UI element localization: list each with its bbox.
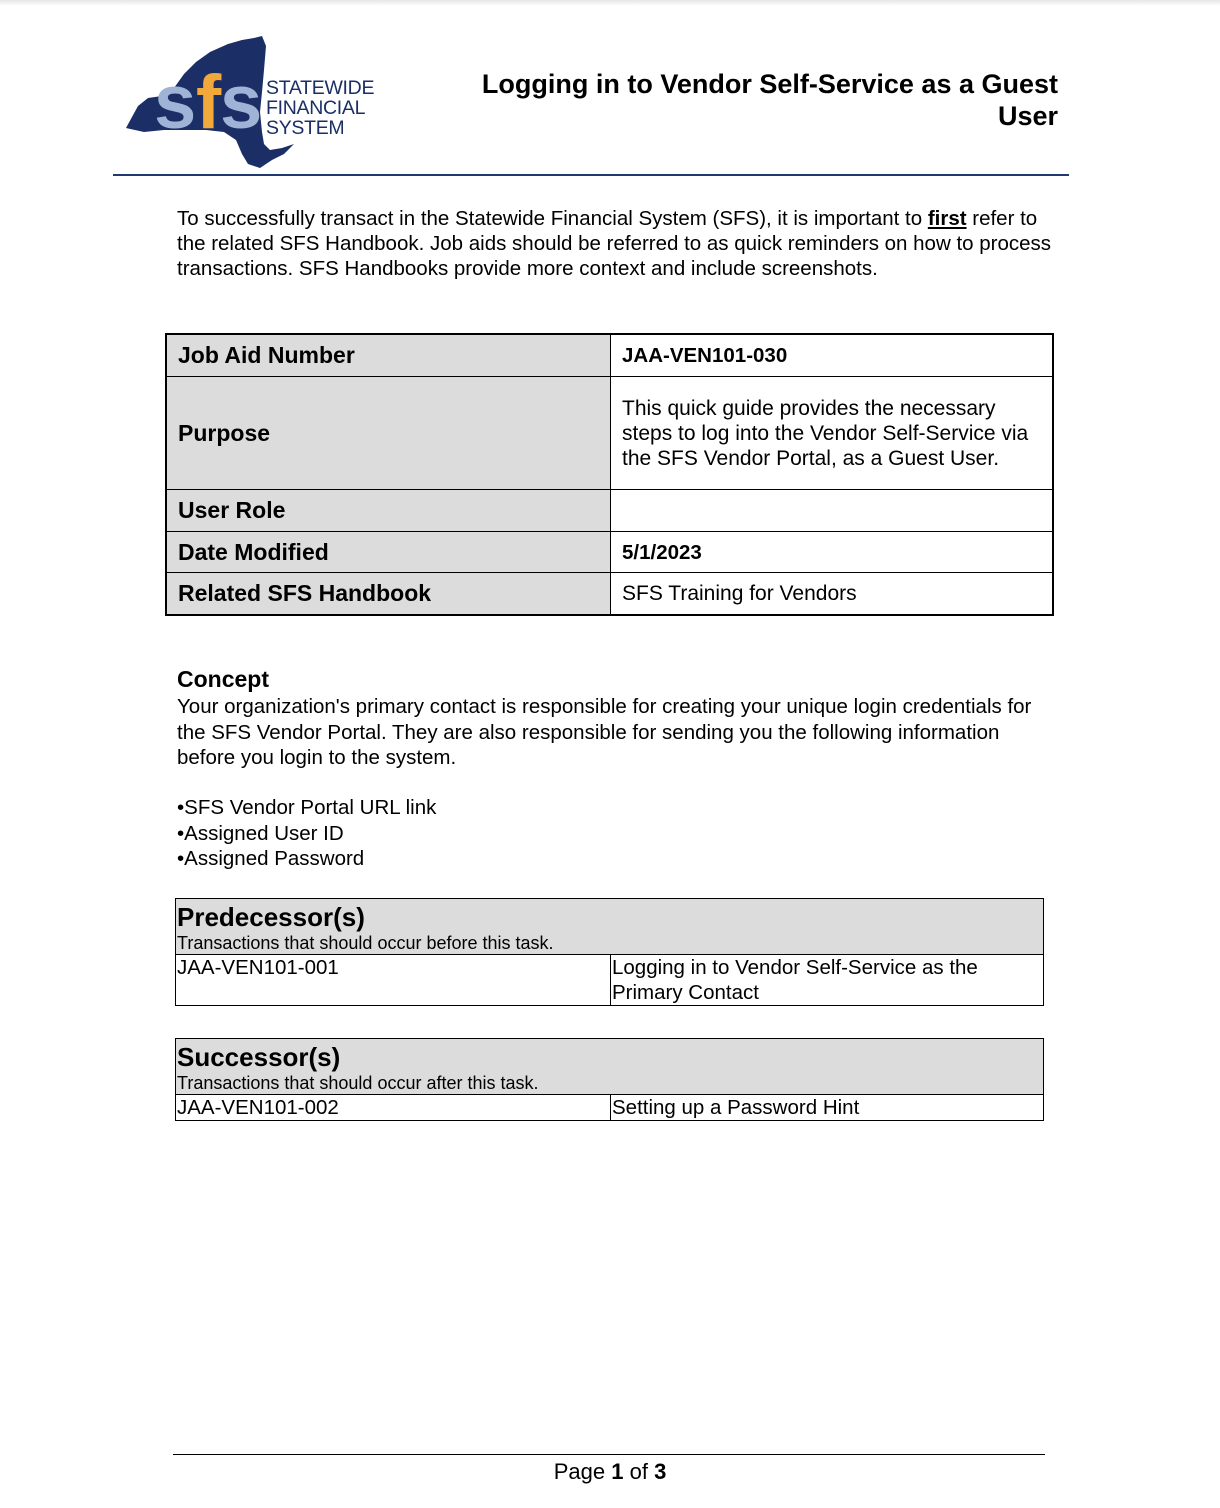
logo-s2-letter: s [220, 60, 257, 145]
date-modified-label: Date Modified [166, 532, 611, 573]
table-row [166, 377, 1053, 490]
table-row [166, 490, 1053, 532]
list-item: •Assigned User ID [177, 821, 344, 845]
table-row [166, 532, 1053, 573]
footer-divider [173, 1454, 1045, 1455]
page-top-shade [0, 0, 1220, 6]
predecessor-name: Logging in to Vendor Self-Service as the Primary Contact [611, 955, 1044, 1006]
predecessors-title: Predecessor(s) [177, 902, 365, 932]
table-row [166, 573, 1053, 616]
logo-wordmark: STATEWIDE FINANCIAL SYSTEM [266, 77, 375, 139]
successors-header [176, 1039, 1044, 1095]
related-handbook-label: Related SFS Handbook [166, 573, 611, 616]
successor-name: Setting up a Password Hint [611, 1095, 1044, 1121]
job-aid-number-value: JAA-VEN101-030 [611, 334, 1054, 377]
page-number: Page 1 of 3 [553, 1459, 667, 1484]
concept-body: Your organization's primary contact is responsible for creating your unique login credentials for the SFS Vendor Portal. They are also responsible for sending you the following information before you login to the system. [177, 695, 1032, 769]
purpose-value: This quick guide provides the necessary steps to log into the Vendor Self-Service via the SFS Vendor Portal, as a Guest User. [611, 377, 1054, 490]
purpose-label: Purpose [166, 377, 611, 490]
table-row [166, 334, 1053, 377]
logo-f-letter: f [196, 60, 216, 145]
date-modified-value: 5/1/2023 [611, 532, 1054, 573]
intro-emphasis: first [927, 207, 967, 230]
predecessor-code: JAA-VEN101-001 [176, 955, 611, 1006]
sfs-logo [124, 36, 374, 170]
total-pages-number: 3 [654, 1459, 667, 1484]
list-item: •SFS Vendor Portal URL link [177, 796, 437, 819]
table-row [176, 955, 1044, 1006]
logo-s1-letter: s [154, 60, 191, 145]
job-aid-number-label: Job Aid Number [166, 334, 611, 377]
predecessors-subtitle: Transactions that should occur before this task. [177, 933, 554, 953]
document-title: Logging in to Vendor Self-Service as a Guest User [481, 69, 1058, 131]
user-role-label: User Role [166, 490, 611, 532]
concept-list [177, 795, 436, 872]
table-row [176, 1095, 1044, 1121]
current-page-number: 1 [611, 1459, 624, 1484]
concept-heading: Concept [177, 666, 269, 692]
user-role-value [611, 490, 1054, 532]
job-aid-info-table [165, 333, 1054, 616]
table-header-row [176, 1039, 1044, 1095]
list-item: •Assigned Password [177, 847, 365, 870]
header-divider [113, 174, 1069, 176]
intro-paragraph: To successfully transact in the Statewide Financial System (SFS), it is important to first refer to the related SFS Handbook. Job aids should be referred to as quick reminders on how to process transactions. SFS Handbooks provide more context and include screenshots. [177, 207, 1052, 280]
predecessors-header [176, 899, 1044, 955]
table-header-row [176, 899, 1044, 955]
successor-code: JAA-VEN101-002 [176, 1095, 611, 1121]
related-handbook-value: SFS Training for Vendors [611, 573, 1054, 616]
successors-table [175, 1038, 1044, 1121]
successors-subtitle: Transactions that should occur after this task. [177, 1073, 539, 1093]
predecessors-table [175, 898, 1044, 1006]
successors-title: Successor(s) [177, 1042, 341, 1072]
